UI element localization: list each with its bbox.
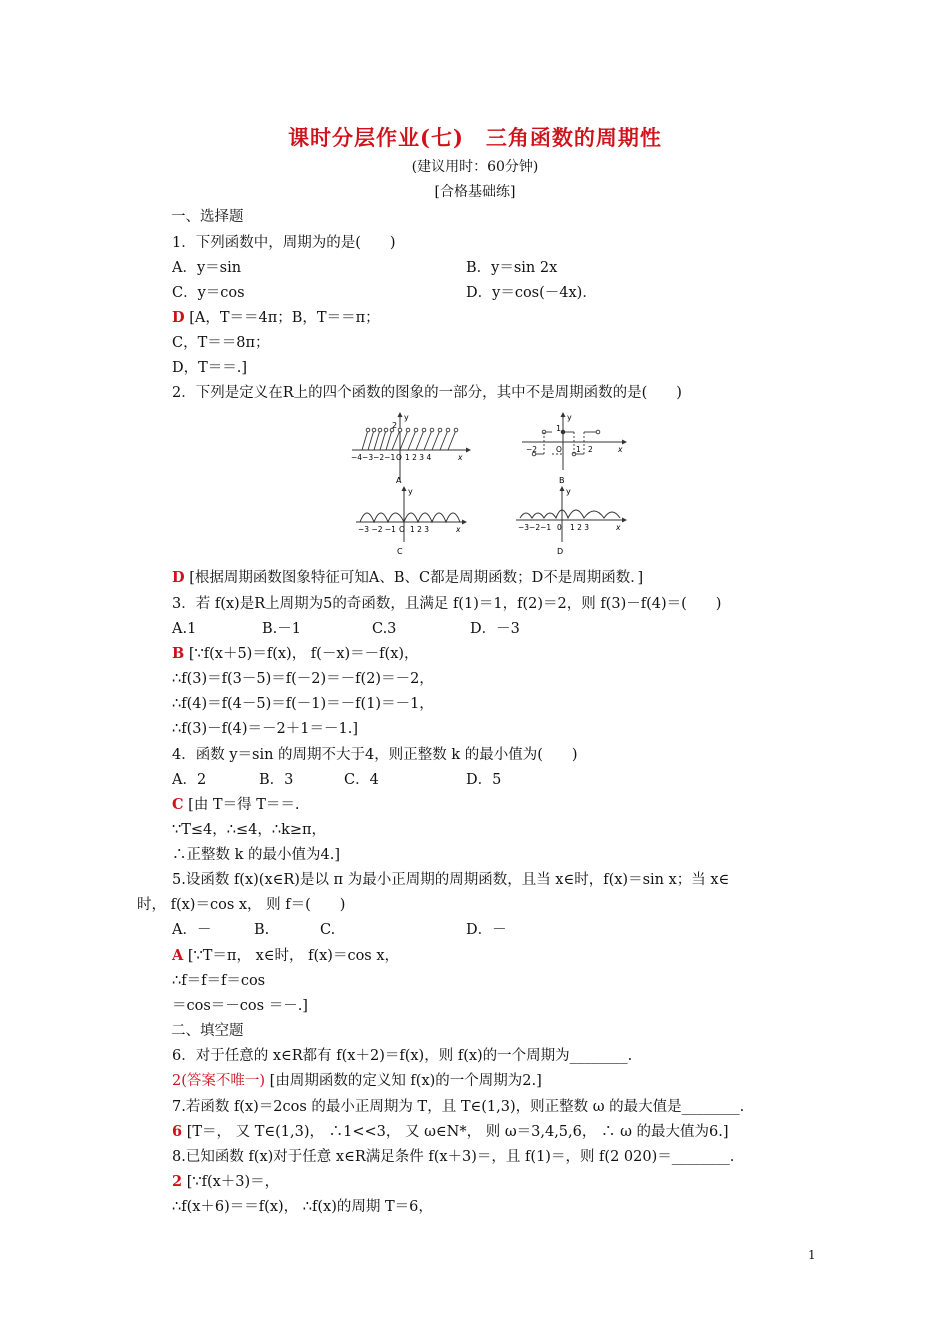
q5-stem-line2: 时， f(x)＝cos x， 则 f＝( ) — [137, 897, 346, 913]
q5-option-b: B. — [254, 922, 270, 938]
q6-solution-text: [由周期函数的定义知 f(x)的一个周期为2.] — [269, 1073, 542, 1089]
graph-b-tick-2: 2 — [588, 445, 593, 454]
q4-solution-text1: [由 T＝得 T＝＝. — [188, 797, 300, 813]
q7-stem: 7.若函数 f(x)＝2cos 的最小正周期为 T，且 T∈(1,3)，则正整数 ω 的最大值是________. — [172, 1099, 745, 1115]
q7-solution-text: [T＝， 又 T∈(1,3)， ∴1<<3， 又 ω∈N*， 则 ω＝3,4,5,6， ∴ ω 的最大值为6.] — [186, 1124, 729, 1140]
q4-stem: 4．函数 y＝sin 的周期不大于4，则正整数 k 的最小值为( ) — [172, 747, 578, 763]
q3-stem: 3．若 f(x)是R上周期为5的奇函数，且满足 f(1)＝1，f(2)＝2，则 f(3)－f(4)＝( ) — [172, 596, 722, 612]
graph-d-neg-ticks: −3−2−1 — [518, 523, 552, 532]
q4-option-a: A．2 — [172, 772, 207, 788]
q3-option-a: A.1 — [172, 621, 197, 637]
graph-d-y-label: y — [566, 487, 571, 496]
graph-c-pos-ticks: 1 2 3 — [410, 525, 430, 534]
graph-b-one-label: 1 — [556, 424, 562, 433]
graph-c — [352, 484, 470, 560]
graph-b-caption: B — [559, 476, 565, 485]
graph-a-x-label: x — [458, 453, 463, 462]
q1-option-b: B．y＝sin 2x — [466, 260, 558, 276]
q5-option-a: A．－ — [172, 922, 212, 938]
graph-c-x-label: x — [456, 525, 461, 534]
q8-solution-line2: ∴f(x＋6)＝＝f(x)， ∴f(x)的周期 T＝6， — [172, 1199, 433, 1215]
q2-stem: 2．下列是定义在R上的四个函数的图象的一部分，其中不是周期函数的是( ) — [172, 385, 682, 401]
q1-option-d: D．y＝cos(－4x)． — [466, 285, 597, 301]
q7-solution — [172, 1123, 729, 1141]
graph-a-origin: O — [396, 453, 402, 462]
q4-option-d: D．5 — [466, 772, 502, 788]
graph-b — [518, 410, 630, 488]
q3-solution-line1 — [172, 645, 419, 663]
q4-answer: C — [172, 796, 184, 813]
q5-solution-line1 — [172, 947, 399, 965]
graph-d-x-label: x — [616, 523, 621, 532]
level-heading: [合格基础练] — [434, 184, 516, 200]
q5-solution-line3: ＝cos＝－cos ＝－.] — [172, 998, 308, 1014]
q3-option-b: B.－1 — [262, 621, 301, 637]
graph-a-caption: A — [396, 476, 402, 485]
q8-stem: 8.已知函数 f(x)对于任意 x∈R满足条件 f(x＋3)＝，且 f(1)＝，则 f(2 020)＝________. — [172, 1149, 735, 1165]
q5-answer: A — [172, 947, 184, 964]
q1-solution-line1 — [172, 309, 380, 327]
q1-solution-text1: [A，T＝＝4π；B，T＝＝π； — [189, 310, 380, 326]
section-heading-fill: 二、填空题 — [171, 1023, 244, 1039]
graph-c-origin: O — [399, 525, 405, 534]
graph-c-caption: C — [397, 547, 403, 556]
q3-solution-text1: [∵f(x＋5)＝f(x)， f(－x)＝－f(x)， — [188, 646, 419, 662]
q5-option-c: C. — [320, 922, 336, 938]
q6-stem: 6．对于任意的 x∈R都有 f(x＋2)＝f(x)，则 f(x)的一个周期为________. — [172, 1048, 633, 1064]
q4-solution-line2: ∵T≤4，∴≤4，∴k≥π， — [172, 822, 327, 838]
graph-d — [512, 484, 630, 560]
q4-option-b: B．3 — [259, 772, 294, 788]
q6-answer: 2(答案不唯一) — [172, 1073, 266, 1089]
graph-a-pos-ticks: 1 2 3 4 — [405, 453, 432, 462]
q1-solution-line3: D，T＝＝.] — [172, 360, 248, 376]
graph-b-origin: O — [556, 445, 562, 454]
q2-solution-text: [根据周期函数图象特征可知A、B、C都是周期函数；D不是周期函数．] — [189, 570, 644, 586]
q4-solution-line3: ∴正整数 k 的最小值为4.] — [172, 847, 340, 863]
q4-solution-line1 — [172, 796, 299, 814]
q1-stem: 1．下列函数中，周期为的是( ) — [172, 235, 396, 251]
q8-solution-line1 — [172, 1173, 279, 1191]
graph-a-y-label: y — [404, 413, 409, 422]
q3-answer: B — [172, 645, 185, 662]
graph-a — [348, 410, 473, 488]
graph-a-neg-ticks: −4−3−2−1 — [351, 453, 396, 462]
page-number: 1 — [808, 1248, 816, 1262]
q3-option-d: D．－3 — [470, 621, 520, 637]
graph-b-neg-tick: −2 — [526, 445, 538, 454]
q3-solution-line2: ∴f(3)＝f(3－5)＝f(－2)＝－f(2)＝－2， — [172, 671, 434, 687]
q5-solution-line2: ∴f＝f＝f＝cos — [172, 973, 266, 989]
q8-solution-text1: [∵f(x＋3)＝， — [186, 1174, 280, 1190]
graph-a-two-label: 2 — [392, 421, 398, 430]
q3-solution-line3: ∴f(4)＝f(4－5)＝f(－1)＝－f(1)＝－1， — [172, 696, 434, 712]
q5-solution-text1: [∵T＝π， x∈时， f(x)＝cos x， — [187, 948, 400, 964]
q5-option-d: D．－ — [466, 922, 507, 938]
q4-option-c: C．4 — [344, 772, 379, 788]
q3-option-c: C.3 — [372, 621, 397, 637]
q3-solution-line4: ∴f(3)－f(4)＝－2＋1＝－1.] — [172, 721, 358, 737]
graph-d-caption: D — [557, 547, 564, 556]
q7-answer: 6 — [172, 1123, 183, 1140]
section-heading-choice: 一、选择题 — [171, 209, 244, 225]
graph-d-pos-ticks: 1 2 3 — [570, 523, 590, 532]
graph-c-neg-ticks: −3 −2 −1 — [358, 525, 396, 534]
q6-solution — [172, 1072, 542, 1090]
page-title: 课时分层作业(七) 三角函数的周期性 — [288, 125, 662, 150]
graph-b-x-label: x — [618, 445, 623, 454]
q5-stem-line1: 5.设函数 f(x)(x∈R)是以 π 为最小正周期的周期函数，且当 x∈时，f(x)＝sin x；当 x∈ — [172, 872, 730, 888]
graph-b-tick-1: 1 — [576, 445, 581, 454]
q2-answer: D — [172, 569, 185, 586]
q1-solution-line2: C，T＝＝8π； — [172, 335, 270, 351]
q8-answer: 2 — [172, 1173, 183, 1190]
q1-option-c: C．y＝cos — [172, 285, 245, 301]
graph-c-y-label: y — [408, 487, 413, 496]
q1-answer: D — [172, 309, 185, 326]
suggested-time: (建议用时：60分钟) — [411, 159, 539, 175]
q2-solution — [172, 569, 643, 587]
graph-d-origin: 0 — [557, 523, 562, 532]
graph-b-y-label: y — [567, 413, 572, 422]
q1-option-a: A．y＝sin — [172, 260, 242, 276]
